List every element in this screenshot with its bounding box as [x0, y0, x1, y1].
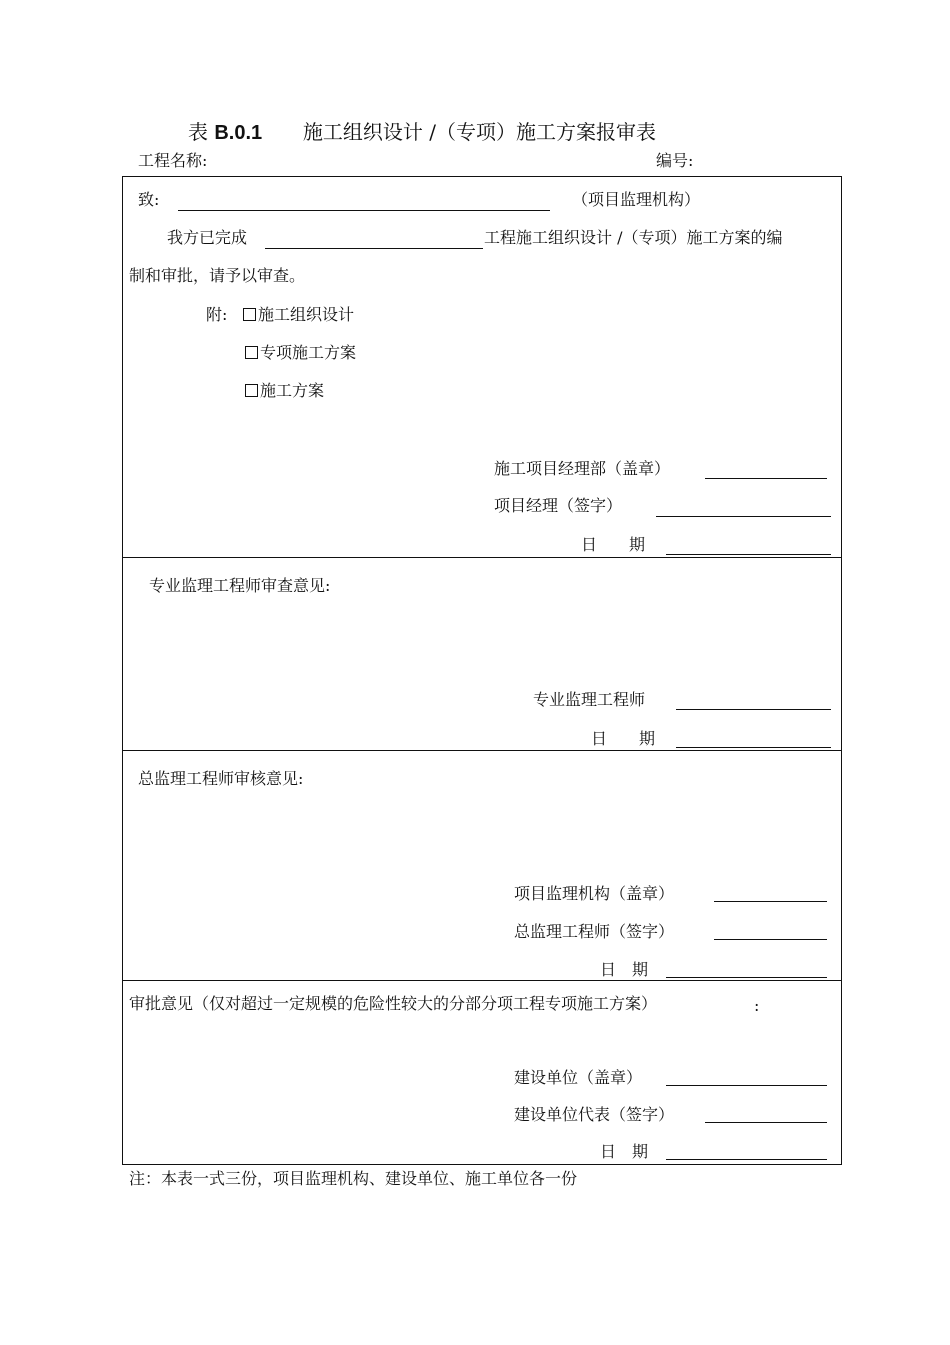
checkbox-icon[interactable] [245, 384, 258, 397]
chief-review-heading: 总监理工程师审核意见: [138, 769, 304, 788]
specialist-engineer-field[interactable] [676, 709, 831, 710]
owner-rep-sign-label: 建设单位代表（签字） [514, 1105, 675, 1124]
approval-heading-colon: : [754, 996, 760, 1015]
title-code: B.0.1 [214, 122, 263, 144]
form-table [122, 176, 842, 1165]
completed-prefix: 我方已完成 [167, 228, 248, 247]
section-divider-1 [122, 557, 842, 558]
date-field-4[interactable] [666, 1159, 827, 1160]
org-seal-label: 项目监理机构（盖章） [514, 884, 675, 903]
completed-suffix: 工程施工组织设计 /（专项）施工方案的编 [484, 228, 783, 247]
date-label-4: 日 期 [600, 1142, 649, 1161]
review-request-text: 制和审批，请予以审查。 [129, 266, 306, 285]
approval-heading: 审批意见（仅对超过一定规模的危险性较大的分部分项工程专项施工方案） [129, 994, 658, 1013]
date-field-1[interactable] [666, 554, 831, 555]
checkbox-icon[interactable] [245, 346, 258, 359]
owner-seal-field[interactable] [666, 1085, 827, 1086]
specialist-engineer-label: 专业监理工程师 [533, 690, 646, 709]
footnote: 注：本表一式三份，项目监理机构、建设单位、施工单位各一份 [129, 1169, 578, 1188]
chief-sign-label: 总监理工程师（签字） [514, 922, 675, 941]
chief-sign-field[interactable] [714, 939, 827, 940]
form-title [188, 120, 656, 145]
date-field-3[interactable] [666, 977, 827, 978]
date-label-2: 日 期 [591, 729, 656, 748]
section-divider-2 [122, 750, 842, 751]
manager-sign-field[interactable] [656, 516, 831, 517]
specialist-review-heading: 专业监理工程师审查意见: [149, 576, 331, 595]
project-field[interactable] [265, 248, 483, 249]
date-label-1: 日 期 [581, 535, 646, 554]
checkbox-icon[interactable] [243, 308, 256, 321]
project-name-label: 工程名称: [138, 151, 208, 170]
to-suffix: （项目监理机构） [572, 190, 701, 209]
date-label-3: 日 期 [600, 960, 649, 979]
option-construction-design[interactable] [243, 305, 354, 325]
title-name: 施工组织设计 /（专项）施工方案报审表 [302, 120, 656, 144]
option-construction-plan[interactable] [245, 381, 324, 401]
date-field-2[interactable] [676, 747, 831, 748]
option-label: 施工组织设计 [258, 305, 355, 324]
dept-seal-field[interactable] [705, 478, 827, 479]
owner-seal-label: 建设单位（盖章） [514, 1068, 643, 1087]
option-label: 施工方案 [260, 381, 325, 400]
dept-seal-label: 施工项目经理部（盖章） [494, 459, 671, 478]
org-seal-field[interactable] [714, 901, 827, 902]
option-label: 专项施工方案 [260, 343, 357, 362]
section-divider-3 [122, 980, 842, 981]
manager-sign-label: 项目经理（签字） [494, 496, 623, 515]
to-label: 致: [138, 190, 160, 209]
owner-rep-sign-field[interactable] [705, 1122, 827, 1123]
option-special-plan[interactable] [245, 343, 356, 363]
number-label: 编号: [656, 151, 694, 170]
title-prefix: 表 [188, 120, 208, 144]
to-field[interactable] [178, 210, 550, 211]
attach-label: 附: [206, 305, 228, 324]
